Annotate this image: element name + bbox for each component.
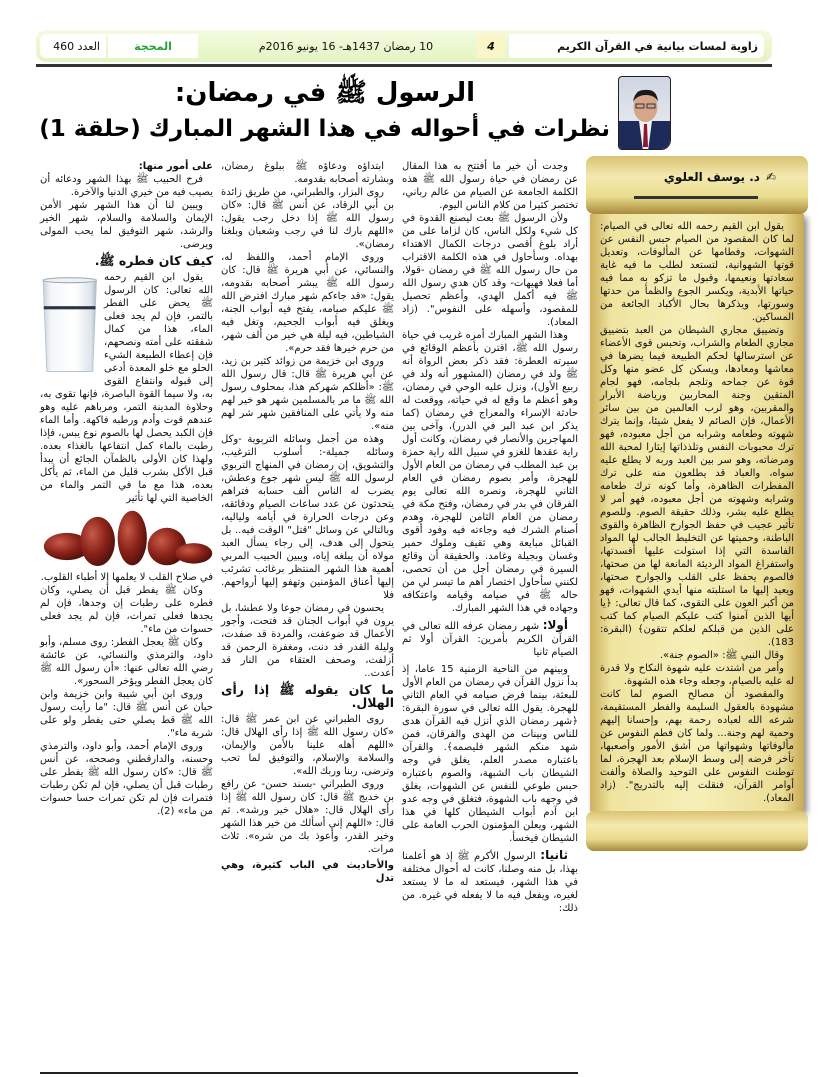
- paragraph: والمقصود أن مصالح الصوم لما كانت مشهودة بالعقول السليمة والفطر المستقيمة، شرعه الله لعباده رحمة بهم، وإحسانا إليهم وحمية لهم وجنة... ولما كان فطم النفوس عن مألوفاتها وشهواتها من أشق الأمور وأصعبها، تأخر فرضه إلى وسط الإسلام بعد الهجرة، لما توطنت النفوس على التوحيد والصلاة وألفت أوامر القرآن، فنقلت إليه بالتدريج". (زاد المعاد).: [600, 689, 794, 804]
- paragraph: يحسون في رمضان جوعا ولا عطشا، بل يرون في أبواب الجنان قد فتحت، وأجور الأعمال قد ضوعفت، والمردة قد صفدت، وليلة القدر قد دنت، ومغفرة الرحمن قد أزلفت، وصحف العتقاء من النار قد أعدت..: [221, 603, 394, 679]
- article-title-line1: الرسول ﷺ في رمضان:: [174, 78, 476, 108]
- dates-image: [40, 509, 213, 567]
- paragraph: وكان ﷺ يعجل الفطر: روى مسلم، وأبو داود، والترمذي والنسائي، عن عائشة رضي الله تعالى عنها: «أن رسول الله ﷺ كان يعجل الفطر ويؤخر السحور».: [40, 637, 213, 687]
- paragraph: وجدت أن خير ما أفتتح به هذا المقال عن رمضان في حياة رسول الله ﷺ هذه الكلمة الجامعة عن الصيام من عالم رباني، تختصر كثيرا من كلام الناس اليوم.: [402, 161, 578, 211]
- scroll-top-roll: [586, 156, 808, 214]
- issue-date: 10 رمضان 1437هـ- 16 يونيو 2016م: [258, 39, 434, 53]
- paragraph: يقول ابن القيم رحمه الله تعالى: كان الرسول ﷺ يحض على الفطر بالتمر، فإن لم يجد فعلى الماء، هذا من كمال شفقته على أمته ونصحهم، فإن إعطاء الطبيعة الشيء الحلو مع خلو المعدة أدعى إلى قبوله وانتفاع القوى به، ولا سيما القوة الباصرة، فإنها تقوى به، وحلاوة المدينة التمر، ومرباهم عليه وهو عندهم قوت وأدم ورطبه فاكهة. وأما الماء فإن الكبد يحصل لها بالصوم نوع يبس، فإذا رطبت بالماء كمل انتفاعها بالغذاء بعده. ولهذا كان الأولى بالظمآن الجائع أن يبدأ قبل الأكل بشرب قليل من الماء، ثم يأكل بعده، هذا مع ما في التمر والماء من الخاصية التي لها تأثير: [40, 272, 213, 504]
- paragraph: وهذا الشهر المبارك أمره غريب في حياة رسول الله ﷺ، اقترن بأعظم الوقائع في سيرته العطرة: فقد ذكر بعض الرواة أنه ﷺ ولد في رمضان (المشهور أنه ولد في ربيع الأول)، ونزل عليه الوحي في رمضان، وهو أعظم ما وقع له في حياته، ووقعت له حادثة الإسراء والمعراج في رمضان (كما يذكر ابن عبد البر في الدرر)، وآخى بين المهاجرين والأنصار في رمضان، وكانت أول راية عقدها للغزو في سبيل الله راية حمزة بن عبد المطلب في رمضان من العام الأول للهجرة، وأمر بصوم رمضان في العام الثاني للهجرة، ونصره الله تعالى يوم الفرقان في بدر في رمضان، وفتح مكة في رمضان من العام الثامن للهجرة، وهدم أصنام الشرك فيه وجاءته فيه وفود أقوى القبائل مبايعة وهي ثقيف وملوك حمير وغسان وبجيلة وغامد. والحقيقة أن وقائع السيرة في رمضان أجل من أن تحصى، لكنني سأحاول اختصار أهم ما تيسر لي من حاله ﷺ في صيامه وقيامه واعتكافه وجهاده في هذا الشهر المبارك.: [402, 330, 578, 614]
- page-number: 4: [477, 34, 505, 58]
- crescent-section-heading: ما كان يقوله ﷺ إذا رأى الهلال.: [221, 682, 394, 710]
- paragraph: ويبين لنا أن هذا الشهر شهر الأمن الإيمان والسلامة والسلام، شهر الخير والرشد، شهر التوفيق لما يحب المولى ويرضى.: [40, 200, 213, 250]
- footer-divider: [40, 1072, 578, 1074]
- scroll-bottom-roll: [586, 811, 808, 851]
- paragraph: وتضييق مجاري الشيطان من العبد بتضييق مجاري الطعام والشراب، وتحبس قوى الأعضاء عن استرسالها لحكم الطبيعة فيما يضرها في معاشها ومعادها، ويسكن كل عضو منها وكل قوة عن جماحه وتلجم بلجامه، فهو لجام المتقين وجنة المحاربين ورياضة الأبرار والمقربين، وهو لرب العالمين من بين سائر الأعمال، فإن الصائم لا يفعل شيئا، وإنما يترك شهوته وطعامه وشرابه من أجل معبوده، فهو ترك محبوبات النفس وتلذذاتها إيثارا لمحبة الله ومرضاته، وهو سر بين العبد وربه لا يطلع عليه سواه، والعباد قد يطلعون منه على ترك المفطرات الظاهرة، وأما كونه ترك طعامه وشرابه وشهوته من أجل معبوده، فهو أمر لا يطلع عليه بشر، وذلك حقيقة الصوم. وللصوم تأثير عجيب في حفظ الجوارح الظاهرة والقوى الباطنة، وحميتها عن التخليط الجالب لها المواد الفاسدة التي إذا استولت عليها أفسدتها، واستفراغ المواد الرديئة المانعة لها من صحتها، فالصوم يحفظ على القلب والجوارح صحتها، ويعيد إليها ما استلبته منها أيدي الشهوات، فهو من أكبر العون على التقوى، كما قال تعالى: ﴿يا أيها الذين آمنوا كتب عليكم الصيام كما كتب على الذين من قبلكم لعلكم تتقون﴾ (البقرة: 183).: [600, 325, 794, 648]
- second-point-box: [402, 849, 578, 915]
- paragraph: يقول ابن القيم رحمه الله تعالى في الصيام: لما كان المقصود من الصيام حبس النفس عن الشهوات، وفطامها عن المألوفات، وتعديل قوتها الشهوانية، لتستعد لطلب ما فيه غاية سعادتها ونعيمها، وقبول ما تزكو به مما فيه حياتها الأبدية، ويكسر الجوع والظمأ من حدتها وسورتها، ويذكرها بحال الأكباد الجائعة من المساكين.: [600, 221, 794, 323]
- article-column-2: [402, 160, 578, 919]
- header-divider: [36, 64, 772, 67]
- paragraph: وروى الإمام أحمد، واللفظ له، والنسائي، عن أبي هريرة ﷺ قال: كان رسول الله ﷺ يبشر أصحابه بقدومه، يقول: «قد جاءكم شهر مبارك افترض الله ﷺ عليكم صيامه، يفتح فيه أبواب الجنة، ويغلق فيه أبواب الجحيم، وتغل فيه الشياطين، فيه ليلة هي خير من ألف شهر، من حرم خيرها فقد حرم».: [221, 252, 394, 354]
- article-title-line2: نظرات في أحواله في هذا الشهر المبارك (حلقة 1): [39, 116, 610, 142]
- paragraph: وروى الطبراني -بسند حسن- عن رافع بن خديج ﷺ قال: كان رسول الله ﷺ إذا رأى الهلال قال: «هلال خير ورشد». ثم قال: «اللهم إني أسألك من خير هذا الشهر وخير القدر، وأعوذ بك من شره». ثلاث مرات.: [221, 779, 394, 855]
- paragraph: في صلاح القلب لا يعلمها إلا أطباء القلوب.: [40, 572, 213, 583]
- first-point-text: شهر رمضان عرفه الله تعالى في القرآن الكريم بأمرين: القرآن أولا ثم الصيام ثانيا: [402, 621, 578, 658]
- paragraph: وكان ﷺ يفطر قبل أن يصلي، وكان فطره على رطبات إن وجدها، فإن لم يجدها فعلى تمرات، فإن لم يجد فعلى حسوات من ماء".: [40, 585, 213, 635]
- paragraph: ولأن الرسول ﷺ بعث ليصنع القدوة في كل شيء ولكل الناس، كان لزاما على من أراد بلوغ أقصى درجات الكمال الاهتداء بهداه. وسأحاول في هذه الكلمة الاقتراب من حال رسول الله ﷺ في رمضان -قولا، أما فعلا فهيهات- وقد كان هدي رسول الله ﷺ فيه أكمل الهدي، وأعظم تحصيل للمقصود، وأسهله على النفوس". (زاد المعاد).: [402, 213, 578, 328]
- article-column-3: [221, 160, 394, 885]
- issue-number: العدد 460: [40, 34, 106, 58]
- second-point-text: الرسول الأكرم ﷺ إذ هو أعلمنا بهذا، بل منه وصلنا، كانت له أحوال مختلفة في هذا الشهر، فيستعد له ما لا يستعد لغيره، ويفعل فيه ما لا يفعله في غيره. من ذلك:: [402, 851, 578, 914]
- paragraph: روى البزار، والطبراني، من طريق زائدة بن أبي الرقاد، عن أنس ﷺ قال: «كان رسول الله ﷺ إذا دخل رجب يقول: «اللهم بارك لنا في رجب وشعبان وبلغنا رمضان».: [221, 187, 394, 250]
- closing-line: والأحاديث في الباب كثيرة، وهي تدل: [221, 860, 394, 884]
- paragraph: على أمور منها:: [138, 161, 213, 172]
- second-point-label: ثانيا:: [540, 848, 568, 862]
- section-label: زاوية لمسات بيانية في القرآن الكريم: [509, 34, 764, 58]
- water-glass-image: [40, 274, 98, 374]
- paragraph: وبينهم من الناحية الزمنية 15 عاما، إذ بدأ نزول القرآن في رمضان من العام الأول للبعثة، بينما فرض صيامه في العام الثاني للهجرة. يقول الله تعالى في سورة البقرة: ﴿شهر رمضان الذي أنزل فيه القرآن هدى للناس وبينات من الهدى والفرقان، فمن شهد منكم الشهر فليصمه﴾. والقرآن باعتباره مصدر العلم، يغلق في وجه الشيطان باب الشبهة، والصوم باعتباره حبس طوعي للنفس عن الشهوات، يغلق في وجهه باب الشهوة، فتغلق في وجه عدو ابن آدم أبواب الشيطان كلها في هذا الشهر، ويعلن المؤمنون الحرب العامة على الشيطان فيخسأ.: [402, 664, 578, 844]
- author-photo: [618, 76, 671, 150]
- parchment-scroll: [586, 156, 808, 851]
- paragraph: وقال النبي ﷺ: «الصوم جنة».: [659, 650, 784, 661]
- first-point-box: [402, 619, 578, 659]
- paragraph: وروى ابن أبي شيبة وابن خزيمة وابن حبان عن أنس ﷺ قال: "ما رأيت رسول الله ﷺ قط يصلي حتى يفطر ولو على شربة ماء".: [40, 689, 213, 739]
- paragraph: روى الطبراني عن ابن عمر ﷺ قال: «كان رسول الله ﷺ إذا رأى الهلال قال: «اللهم أهله علينا بالأمن والإيمان، والسلامة والإسلام، والتوفيق لما تحب وترضى، ربنا وربك الله».: [221, 714, 394, 777]
- paragraph: وهذه من أجمل وسائله التربوية -وكل وسائله جميلة-: أسلوب الترغيب، والتشويق، إن رمضان في المنهاج التربوي لرسول الله ﷺ ليس شهر جوع وعطش، يضرب له الناس ألف حسابه فتراهم يتحدثون عن عدد ساعات الصيام ودقائقه، وعن درجات الحرارة في أيامه ولياليه، وبالتالي عن وسائل "قتل" الوقت فيه.. بل يتحول إلى هدف، إلى رجاء يسأل العبد مولاه أن يبلغه إياه، ويبين الحبيب المربي أهمية هذا الشهر المنتظر برغائب تشرئب إليها أعناق المؤمنين وتهفو إليها أرواحهم. فلا: [221, 434, 394, 601]
- publication-logo: المحجة: [108, 34, 198, 58]
- paragraph: وروى ابن خزيمة من زوائد كثير بن زيد، عن أبي هريرة ﷺ قال: قال رسول الله ﷺ: «أظلكم شهركم هذا، بمحلوف رسول الله ﷺ ما مر بالمسلمين شهر هو خير لهم منه ولا يأتي على المنافقين شهر شر لهم منه».: [221, 356, 394, 432]
- article-column-4: [40, 160, 213, 818]
- paragraph: ابتداؤه ودعاؤه ﷺ ببلوغ رمضان، وبشارته أصحابه بقدومه.: [221, 161, 394, 185]
- author-byline: [616, 170, 776, 184]
- scroll-quote-column: [590, 214, 804, 811]
- quill-pen-icon: ✍: [765, 170, 776, 184]
- page-header: [36, 30, 772, 62]
- iftar-section-heading: كيف كان فطره ﷺ.: [94, 253, 213, 268]
- author-divider: [634, 196, 758, 199]
- paragraph: وأمر من اشتدت عليه شهوة النكاح ولا قدرة له عليه بالصيام، وجعله وجاء هذه الشهوة.: [600, 663, 794, 687]
- paragraph: فرح الحبيب ﷺ بهذا الشهر ودعائه أن يصيب فيه من خيري الدنيا والآخرة.: [40, 174, 213, 198]
- first-point-label: أولا:: [542, 618, 568, 632]
- author-name: د. يوسف العلوي: [663, 170, 760, 184]
- paragraph: وروى الإمام أحمد، وأبو داود، والترمذي وحسنه، والدارقطني وصححه، عن أنس ﷺ قال: «كان رسول الله ﷺ يفطر على رطبات قبل أن يصلي، فإن لم تكن رطبات فتمرات فإن لم تكن تمرات حسا حسوات من ماء» (2).: [40, 741, 213, 817]
